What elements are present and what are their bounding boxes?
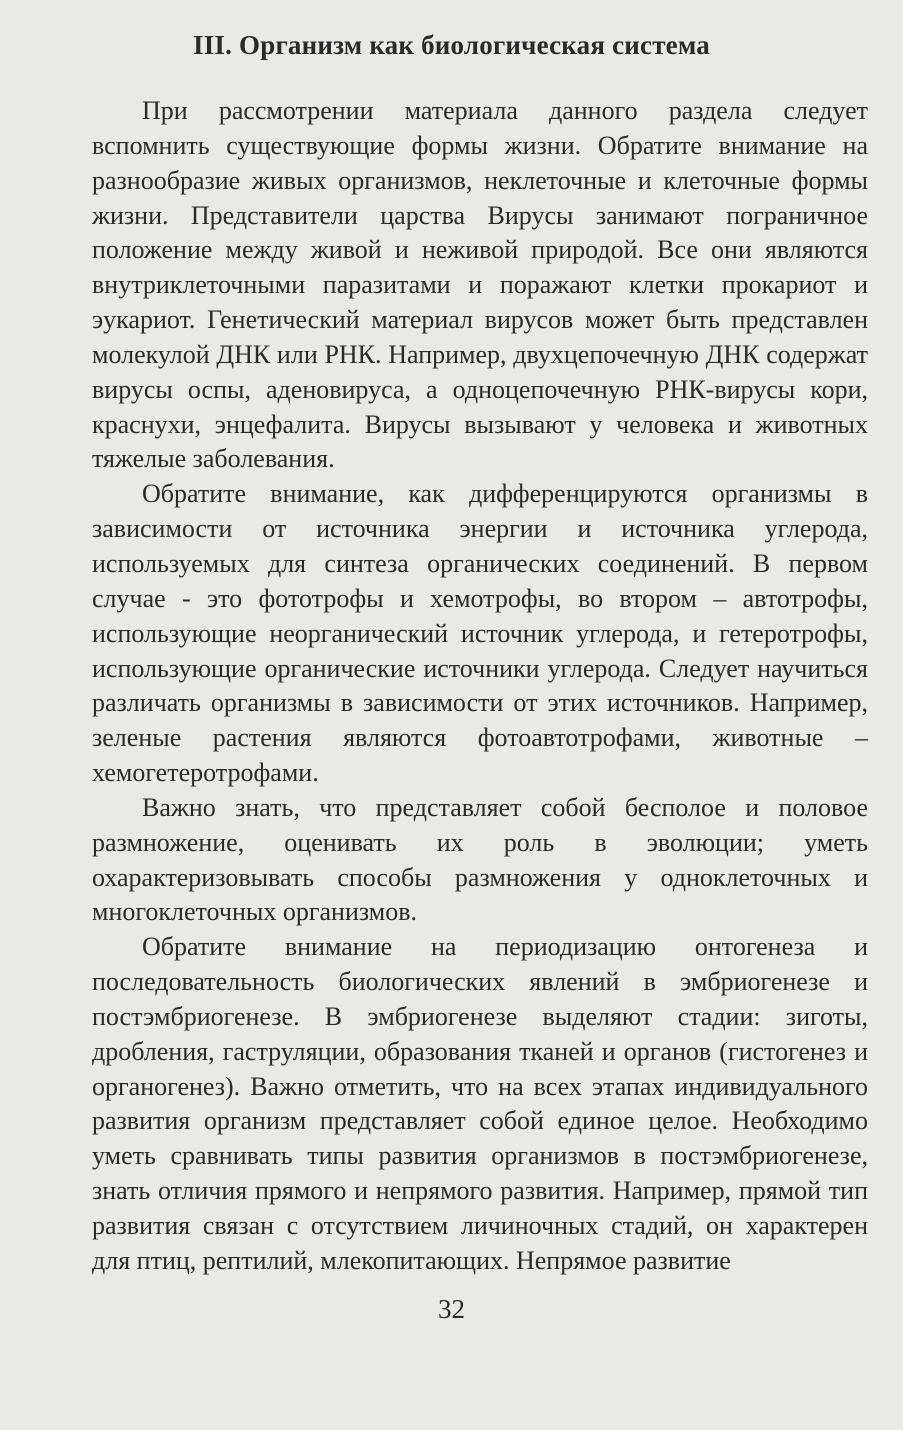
- section-body: [92, 94, 868, 1279]
- section-title: III. Организм как биологическая система: [193, 30, 710, 60]
- paragraph-viruses: При рассмотрении материала данного раздела следует вспомнить существующие формы жизни. Обратите внимание на разнообразие живых организмов, неклеточные и клеточные формы жизни. Представители царства Вирусы занимают пограничное положение между живой и неживой природой. Все они являются внутриклеточными паразитами и поражают клетки прокариот и эукариот. Генетический материал вирусов может быть представлен молекулой ДНК или РНК. Например, двухцепочечную ДНК содержат вирусы оспы, аденовируса, а одноцепочечную РНК-вирусы кори, краснухи, энцефалита. Вирусы вызывают у человека и животных тяжелые заболевания.: [92, 96, 868, 474]
- paragraph-ontogenesis: Обратите внимание на периодизацию онтогенеза и последовательность биологических явлений в эмбриогенезе и постэмбриогенезе. В эмбриогенезе выделяют стадии: зиготы, дробления, гаструляции, образования тканей и органов (гистогенез и органогенез). Важно отметить, что на всех этапах индивидуального развития организм представляет собой единое целое. Необходимо уметь сравнивать типы развития организмов в постэмбриогенезе, знать отличия прямого и непрямого развития. Например, прямой тип развития связан с отсутствием личиночных стадий, он характерен для птиц, рептилий, млекопитающих. Непрямое развитие: [92, 932, 868, 1275]
- paragraph-reproduction: Важно знать, что представляет собой бесполое и половое размножение, оценивать их роль в эволюции; уметь охарактеризовывать способы размножения у одноклеточных и многоклеточных организмов.: [92, 792, 868, 927]
- paragraph-nutrition-types: Обратите внимание, как дифференцируются организмы в зависимости от источника энергии и источника углерода, используемых для синтеза органических соединений. В первом случае - это фототрофы и хемотрофы, во втором – автотрофы, использующие неорганический источник углерода, и гетеротрофы, использующие органические источники углерода. Следует научиться различать организмы в зависимости от этих источников. Например, зеленые растения являются фотоавтотрофами, животные – хемогетеротрофами.: [92, 479, 868, 788]
- page-number: 32: [438, 1294, 465, 1324]
